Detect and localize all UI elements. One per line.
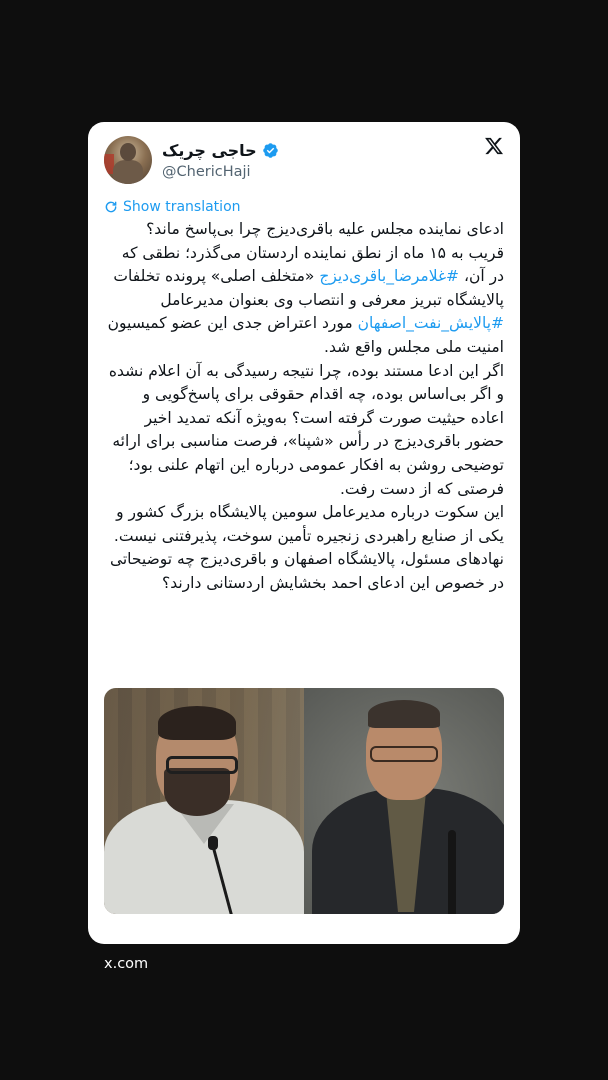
show-translation-label[interactable]: Show translation — [123, 199, 241, 215]
tweet-card — [88, 122, 520, 944]
translate-icon — [104, 200, 118, 214]
tweet-paragraph — [106, 242, 504, 360]
tweet-paragraph — [106, 360, 504, 502]
author-handle[interactable]: @ChericHaji — [162, 164, 251, 180]
tweet-header — [104, 136, 504, 188]
hashtag-link[interactable]: #پالایش_نفت_اصفهان — [357, 314, 504, 333]
tweet-photo[interactable] — [104, 688, 504, 914]
hashtag-link[interactable]: #غلامرضا_باقری‌دیزج — [319, 267, 460, 286]
tweet-text-segment: اگر این ادعا مستند بوده، چرا نتیجه رسیدگی به آن اعلام نشده و اگر بی‌اساس بوده، چه اقدام حقوقی برای پاسخ‌گویی و اعاده حیثیت صورت گرفته است؟ به‌ویژه آنکه تمدید اخیر حضور باقری‌دیزج در رأس «شپنا»، فرصت مناسبی برای ارائه توضیحی روشن به افکار عمومی درباره این اتهام علنی بود؛ فرصتی که از دست رفت. — [108, 361, 504, 498]
author-name[interactable]: حاجی چریک — [162, 140, 257, 160]
source-label[interactable]: x.com — [104, 956, 149, 972]
avatar[interactable] — [104, 136, 152, 184]
tweet-text-segment: این سکوت درباره مدیرعامل سومین پالایشگاه بزرگ کشور و یکی از صنایع راهبردی زنجیره تأمین سوخت، پذیرفتنی نیست. نهادهای مسئول، پالایشگاه اصفهان و باقری‌دیزج چه توضیحاتی در خصوص این ادعای احمد بخشایش اردستانی دارند؟ — [109, 503, 504, 592]
tweet-text-segment: ادعای نماینده مجلس علیه باقری‌دیزج چرا بی‌پاسخ ماند؟ — [146, 220, 504, 238]
tweet-text — [106, 218, 504, 596]
tweet-paragraph — [106, 218, 504, 242]
show-translation-link[interactable] — [104, 198, 241, 216]
user-info — [162, 140, 279, 180]
x-logo-icon[interactable] — [484, 136, 504, 156]
verified-badge-icon — [262, 142, 279, 159]
tweet-paragraph — [106, 501, 504, 595]
tweet-text-segment: قریب به ۱۵ ماه از نطق نماینده اردستان می‌گذرد؛ نطقی که در آن، — [121, 243, 504, 286]
tweet-text-segment: «متخلف اصلی» پرونده تخلفات پالایشگاه تبریز معرفی و انتصاب وی بعنوان مدیرعامل — [113, 267, 504, 309]
tweet-text-segment: مورد اعتراض جدی این عضو کمیسیون امنیت ملی مجلس واقع شد. — [107, 314, 504, 356]
